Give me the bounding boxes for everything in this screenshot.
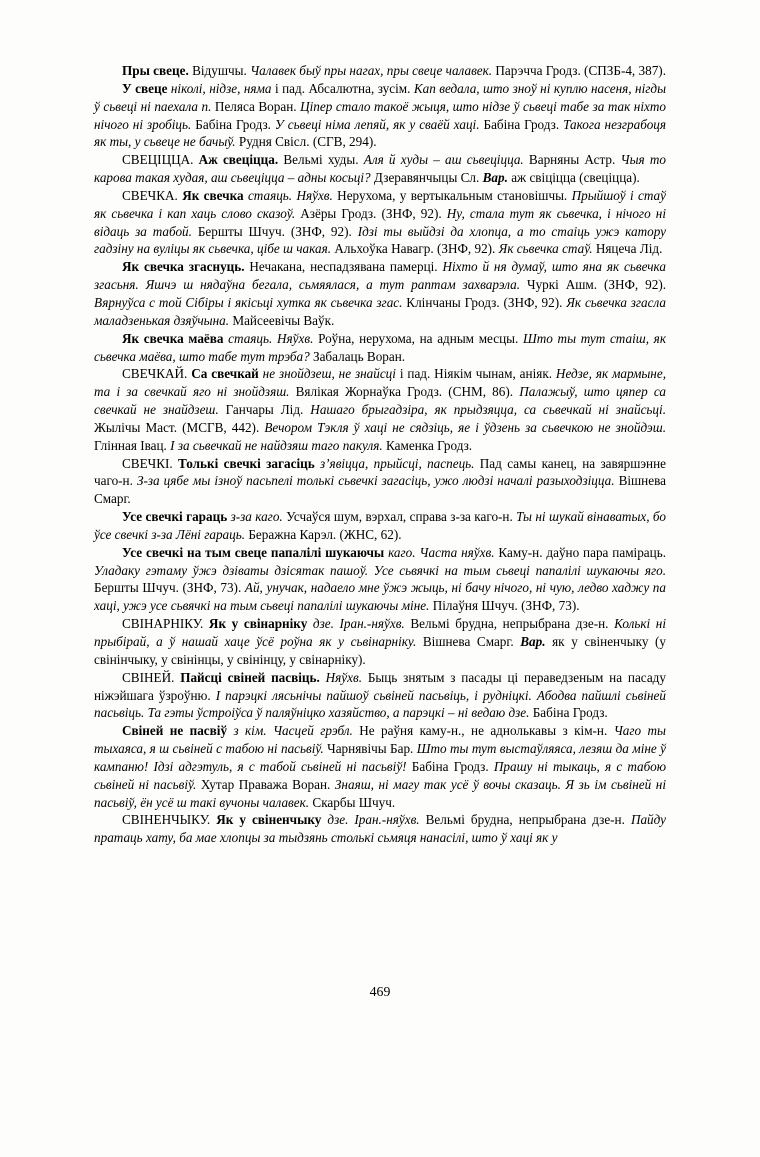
entry-text-italic: дзе. Іран.-няўхв. (307, 616, 405, 632)
entry-text-italic: Недзе, як мармыне, та і за свечкай яго ні знойдзяш. (94, 366, 666, 400)
entry-text-italic: стаяць. Няўхв. (243, 187, 333, 203)
entry-text-italic: дзе. Іран.-няўхв. (321, 812, 420, 828)
text-column (94, 62, 666, 847)
entry-text-italic: Што ты тут стаіш, як сьвечка маёва, што табе тут трэба? (94, 330, 666, 364)
entry-text-regular: Бабіна Гродз. (529, 705, 608, 721)
entry-text-regular: Каму-н. даўно пара паміраць. (494, 544, 667, 560)
dictionary-entry (94, 258, 666, 329)
entry-text-bold: Пры свеце. (122, 63, 189, 78)
entry-text-regular: Бабіна Гродз. (406, 758, 494, 774)
entry-text-regular: Пад самы канец, на завяршэнне чаго-н. (94, 455, 667, 489)
entry-text-regular: і пад. Абсалютна, зусім. (271, 80, 414, 96)
entry-text-bold: Як у свінарніку (208, 616, 308, 632)
entry-text-italic: каго. Часта няўхв. (384, 544, 495, 560)
entry-text-bold: Як свечка (182, 187, 244, 203)
entry-text-italic: Як сьвечка стаў. (498, 241, 593, 257)
entry-text-italic: Няўхв. (319, 669, 362, 685)
entry-text-bold: Са свечкай (191, 366, 259, 382)
entry-text-italic: Як сьвечка згасла маладзенькая дзяўчына. (94, 294, 667, 328)
entry-text-italic: І парэцкі лясьнічы пайшоў сьвіней пасьвіць, і руднiцкі. Абодва пайшлі сьвіней пасьвіць. Та гэты ўстроіўса ў паляўніцко хазяйство, а парэцкі – ні ведаю дзе. (94, 687, 666, 721)
entry-text-regular: Чарнявічы Бар. (323, 741, 417, 757)
entry-text-italic: Знаяш, ні магу так усё ў вочы сказаць. Я зь ім сьвіней ні пасьвіў, ён усё ш такі вучоны чалавек. (94, 776, 666, 810)
entry-text-regular: Відушчы. (188, 63, 251, 78)
entry-text-bold: У свеце (122, 80, 168, 96)
entry-text-italic: Нашаго брыгадзіра, як прыдзяцца, са сьвечкай ні знайсьці. (310, 402, 666, 418)
entry-text-italic: Прыйшоў і стаў як сьвечка і кап хаць слово сказоў. (94, 187, 666, 221)
entry-text-italic: з кім. Часцей грэбл. (227, 723, 353, 739)
dictionary-entry (94, 508, 666, 544)
entry-text-regular: Клінчаны Гродз. (ЗНФ, 92). (402, 294, 567, 310)
entry-text-regular: СВІНЕЙ. (122, 669, 181, 685)
entry-text-bold-italic: Вар. (482, 170, 508, 186)
entry-text-bold: Аж свеціцца. (198, 152, 279, 168)
entry-text-regular: Нечакана, неспадзявана памерці. (244, 259, 443, 275)
dictionary-entry (94, 544, 666, 615)
entry-text-regular: Вельмі брудна, непрыбрана дзе-н. (404, 616, 615, 632)
entry-text-regular: Парэчча Гродз. (СПЗБ-4, 387). (492, 63, 666, 78)
entry-text-italic: Аля й худы – аш сьвеціцца. (363, 152, 524, 168)
entry-text-italic: Ну, стала тут як сьвечка, і нічого ні відаць за табой. (94, 205, 666, 239)
entry-text-bold: Усе свечкі гараць (122, 509, 228, 525)
entry-text-italic: ніколі, нідзе, няма (167, 80, 272, 96)
entry-text-regular: СВІНАРНІКУ. (122, 616, 209, 632)
entry-text-regular: СВЕЧКІ. (122, 455, 179, 471)
entry-text-regular: СВЕЧКА. (122, 187, 183, 203)
entry-text-italic: І за сьвечкай не найдзяш таго пакуля. (170, 437, 383, 453)
entry-text-italic: з’явіцца, прыйсці, паспець. (314, 455, 475, 471)
dictionary-entry (94, 80, 666, 151)
dictionary-entry (94, 615, 666, 669)
entry-text-regular: Бершты Шчуч. (ЗНФ, 92). (191, 223, 358, 239)
entry-text-italic: Такога незграбоця як ты, у сьвеце не бачыў. (94, 116, 667, 150)
entry-text-italic: Чыя то карова такая худая, аш сьвеціцца – адны косьці? (94, 152, 666, 186)
entry-text-italic: У сьвеці німа лепяй, як у сваёй хаці. (274, 116, 480, 132)
entry-text-italic: Колькі ні прыбірай, а ў нашай хаце ўсё роўна як у сьвінарніку. (94, 616, 666, 649)
entry-text-regular: Няцеча Лід. (592, 241, 663, 257)
entry-text-regular: Каменка Гродз. (382, 437, 473, 453)
entry-text-italic: Уладаку гэтаму ўжэ дзіваты дзісятак пашоў. Усе сьвячкі на тым сьвеці папалілі шукаючы яго. (94, 562, 666, 578)
entry-text-regular: Не раўня каму-н., не аднолькавы з кім-н. (352, 723, 614, 739)
entry-text-regular: Усчаўся шум, вэрхал, справа з-за каго-н. (282, 509, 517, 525)
entry-text-regular: Пілаўня Шчуч. (ЗНФ, 73). (429, 598, 580, 614)
entry-text-bold: Усе свечкі на тым свеце папалілі шукаючы (122, 544, 385, 560)
entry-text-regular: і пад. Ніякім чынам, аніяк. (395, 366, 556, 382)
entry-text-regular: Вялікая Жорнаўка Гродз. (СНМ, 86). (289, 384, 520, 400)
dictionary-entry (94, 722, 666, 811)
entry-text-regular: Вішнева Смарг. (94, 473, 666, 507)
entry-text-regular: Бабіна Гродз. (479, 116, 564, 132)
entry-text-italic: Ніхто й ня думаў, што яна як сьвечка згасьня. Яшчэ ш нядаўна бегала, сьмяялася, а тут раптам захварэла. (94, 259, 666, 293)
entry-text-regular: Альхоўка Навагр. (ЗНФ, 92). (331, 241, 499, 257)
dictionary-entry (94, 811, 666, 847)
entry-text-regular: Глінная Івац. (94, 437, 171, 453)
entry-text-italic: З-за цябе мы ізноў пасьпелі толькі сьвечкі загасіць, ужо людзі началі разыходзіцца. (136, 473, 615, 489)
entry-text-regular: Майсеевічы Ваўк. (229, 312, 335, 328)
entry-text-italic: Ты ні шукай вінаватых, бо ўсе свечкі з-за Лёні гараць. (94, 509, 666, 542)
entry-text-bold: Пайсці свіней пасвіць. (180, 669, 320, 685)
entry-text-italic: Ідзі ты выйдзі да хлопца, а то стаіць ужэ катору гадзіну на вуліцы як сьвечка, цібе ш чакая. (94, 223, 666, 257)
entry-text-italic: Вярнуўса с той Сібіры і якісьці хутка як сьвечка згас. (94, 294, 403, 310)
entry-text-italic: Прашу ні тыкаць, я с табою сьвіней ні пасьвіў. (94, 758, 666, 792)
entry-text-italic: Пайду пратаць хату, ба мае хлопцы за тыдзянь столькі сьмяця нанасілі, што ў хаці як у (94, 812, 666, 846)
entry-text-italic: Палажыў, што цяпер са свечкай не знайдзеш. (94, 384, 666, 418)
entry-text-regular: Вельмі брудна, непрыбрана дзе-н. (419, 812, 631, 828)
entry-text-italic: Кап ведала, што зноў ні куплю насеня, нігды ў сьвеці ні паехала п. (94, 80, 667, 114)
dictionary-entry (94, 187, 666, 258)
entry-text-bold: Як у свіненчыку (216, 812, 322, 828)
entry-text-italic: стаяць. Няўхв. (223, 330, 314, 346)
entry-text-regular: Хутар Праважа Воран. (196, 776, 335, 792)
entry-text-italic: Чалавек быў пры нагах, пры свеце чалавек. (250, 63, 493, 78)
entry-text-regular: Вішнева Смарг. (416, 634, 521, 649)
entry-text-italic: Ай, унучак, надаело мне ўжэ жыць, ні бачу нічого, ні чую, ледво хаджу па хаці, ужэ усе сьвячкі на тым сьвеці папалілі шукаючы міне. (94, 580, 666, 614)
entry-text-italic: не знойдзеш, не знайсці (258, 366, 396, 382)
entry-text-regular: СВІНЕНЧЫКУ. (122, 812, 217, 828)
entry-text-regular: Забалаць Воран. (309, 348, 406, 364)
entry-text-italic: з-за каго. (227, 509, 283, 525)
entry-text-regular: Скарбы Шчуч. (309, 794, 396, 810)
entry-text-regular: Ганчары Лід. (218, 402, 311, 418)
entry-text-italic: Ціпер стало такоё жыця, што нідзе ў сьвеці табе за так ніхто нічого ні зробіць. (94, 98, 666, 132)
dictionary-entry (94, 62, 666, 80)
entry-text-regular: Быць знятым з пасады ці пераведзеным на пасаду ніжэйшага ўзроўню. (94, 669, 666, 703)
entry-text-italic: Што ты тут выстаўляяса, лезяш да міне ў кампаню! Ідзі адгэтуль, я с табой сьвіней ні пасьвіў! (94, 741, 666, 774)
entry-text-regular: Нерухома, у вертыкальным становішчы. (332, 187, 572, 203)
entry-text-bold: Як свечка маёва (122, 330, 224, 346)
entry-text-regular: Пеляса Воран. (211, 98, 301, 114)
dictionary-entry (94, 365, 666, 454)
dictionary-entry (94, 669, 666, 723)
entry-text-regular: аж свіціцца (свеціцца). (507, 170, 640, 186)
dictionary-entry (94, 151, 666, 187)
entry-text-regular: як у свіненчыку (у свінінчыку, у свінінцы, у свінінцу, у свінарніку). (94, 634, 666, 667)
entry-text-regular: СВЕЧКАЙ. (122, 366, 192, 382)
entry-text-italic: Чаго ты тыхаяса, я ш сьвіней с табою ні пасьвіў. (94, 723, 666, 757)
entry-text-regular: Роўна, нерухома, на адным месцы. (313, 330, 523, 346)
entry-text-regular: Вельмі худы. (278, 152, 364, 168)
entry-text-regular: Бабіна Гродз. (191, 116, 275, 132)
entry-text-regular: Дзеравянчыцы Сл. (370, 170, 483, 186)
entry-text-regular: СВЕЦІЦЦА. (122, 152, 199, 168)
entry-text-regular: Жылічы Маст. (МСГВ, 442). (94, 419, 265, 435)
entry-text-bold: Толькі свечкі загасіць (178, 455, 315, 471)
entry-text-bold: Свіней не пасвіў (122, 723, 228, 739)
entry-text-bold-italic: Вар. (520, 634, 546, 649)
entry-text-regular: Чуркі Ашм. (ЗНФ, 92). (520, 277, 667, 293)
entry-text-regular: Рудня Свісл. (СГВ, 294). (235, 134, 377, 150)
dictionary-entry (94, 330, 666, 366)
entry-text-regular: Азёры Гродз. (ЗНФ, 92). (295, 205, 447, 221)
page-number: 469 (369, 984, 391, 999)
entry-text-regular: Варняны Астр. (523, 152, 621, 168)
entry-text-regular: Бершты Шчуч. (ЗНФ, 73). (94, 580, 245, 596)
dictionary-entry (94, 455, 666, 509)
entry-text-italic: Вечором Тэкля ў хаці не сядзіць, яе і ўдзень за сьвечкою не знойдэш. (264, 419, 667, 435)
entry-text-bold: Як свечка згаснуць. (122, 259, 245, 275)
entry-text-regular: Беражна Карэл. (ЖНС, 62). (245, 526, 402, 542)
